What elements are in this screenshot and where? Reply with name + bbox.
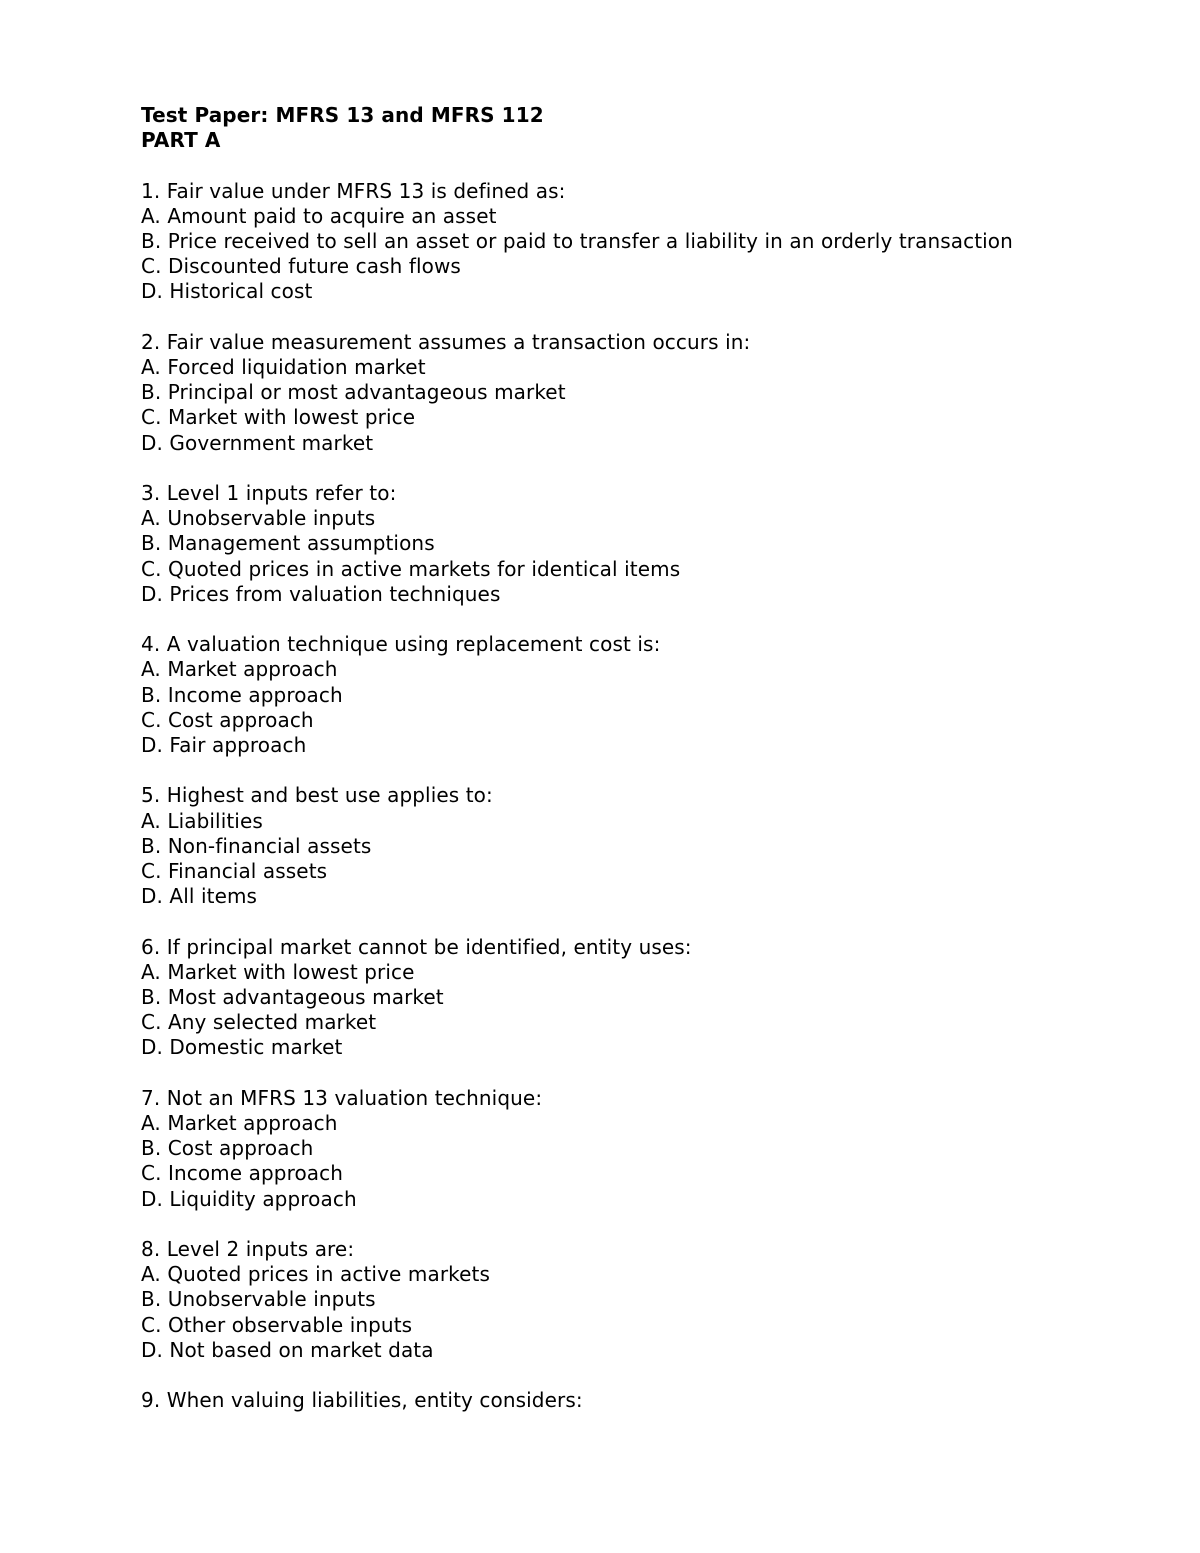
question-list [141, 179, 1141, 1414]
question-text: 4. A valuation technique using replacement cost is: [141, 632, 661, 657]
question-block [141, 935, 1141, 1061]
answer-option: D. All items [141, 884, 258, 909]
answer-option: D. Fair approach [141, 733, 307, 758]
question-block [141, 330, 1141, 456]
question-block [141, 481, 1141, 607]
answer-option: D. Not based on market data [141, 1337, 434, 1362]
answer-option: B. Management assumptions [141, 531, 435, 556]
answer-option: B. Non-financial assets [141, 833, 372, 858]
answer-option: B. Principal or most advantageous market [141, 380, 566, 405]
document-page [141, 103, 1141, 1413]
answer-option: D. Prices from valuation techniques [141, 581, 501, 606]
answer-option: A. Quoted prices in active markets [141, 1262, 490, 1287]
answer-option: C. Other observable inputs [141, 1312, 413, 1337]
answer-option: C. Quoted prices in active markets for identical items [141, 556, 681, 581]
answer-option: B. Unobservable inputs [141, 1287, 376, 1312]
question-text: 2. Fair value measurement assumes a transaction occurs in: [141, 329, 751, 354]
answer-option: B. Cost approach [141, 1136, 314, 1161]
answer-option: A. Unobservable inputs [141, 506, 376, 531]
answer-option: A. Liabilities [141, 808, 263, 833]
question-block [141, 632, 1141, 758]
question-block [141, 783, 1141, 909]
answer-option: A. Market approach [141, 1111, 338, 1136]
answer-option: B. Most advantageous market [141, 985, 444, 1010]
answer-option: C. Cost approach [141, 707, 314, 732]
answer-option: D. Liquidity approach [141, 1186, 357, 1211]
question-text: 9. When valuing liabilities, entity considers: [141, 1388, 583, 1413]
answer-option: C. Discounted future cash flows [141, 254, 461, 279]
answer-option: A. Amount paid to acquire an asset [141, 203, 497, 228]
answer-option: C. Financial assets [141, 859, 328, 884]
question-text: 3. Level 1 inputs refer to: [141, 481, 397, 505]
question-text: 1. Fair value under MFRS 13 is defined as: [141, 178, 566, 203]
question-text: 5. Highest and best use applies to: [141, 783, 493, 808]
answer-option: C. Income approach [141, 1161, 344, 1186]
answer-option: A. Market approach [141, 657, 338, 682]
question-text: 6. If principal market cannot be identified, entity uses: [141, 934, 692, 959]
answer-option: D. Historical cost [141, 279, 313, 304]
part-heading: PART A [141, 128, 221, 153]
answer-option: C. Market with lowest price [141, 405, 416, 430]
answer-option: A. Forced liquidation market [141, 355, 426, 379]
question-text: 8. Level 2 inputs are: [141, 1237, 355, 1262]
question-block [141, 179, 1141, 305]
question-block [141, 1388, 1141, 1413]
answer-option: B. Income approach [141, 682, 343, 707]
answer-option: D. Government market [141, 430, 374, 455]
question-block [141, 1086, 1141, 1212]
document-title: Test Paper: MFRS 13 and MFRS 112 [141, 103, 544, 127]
answer-option: D. Domestic market [141, 1035, 343, 1060]
answer-option: A. Market with lowest price [141, 959, 415, 984]
answer-option: C. Any selected market [141, 1010, 377, 1035]
question-text: 7. Not an MFRS 13 valuation technique: [141, 1085, 543, 1110]
question-block [141, 1237, 1141, 1363]
answer-option: B. Price received to sell an asset or paid to transfer a liability in an orderly transaction [141, 229, 1013, 253]
